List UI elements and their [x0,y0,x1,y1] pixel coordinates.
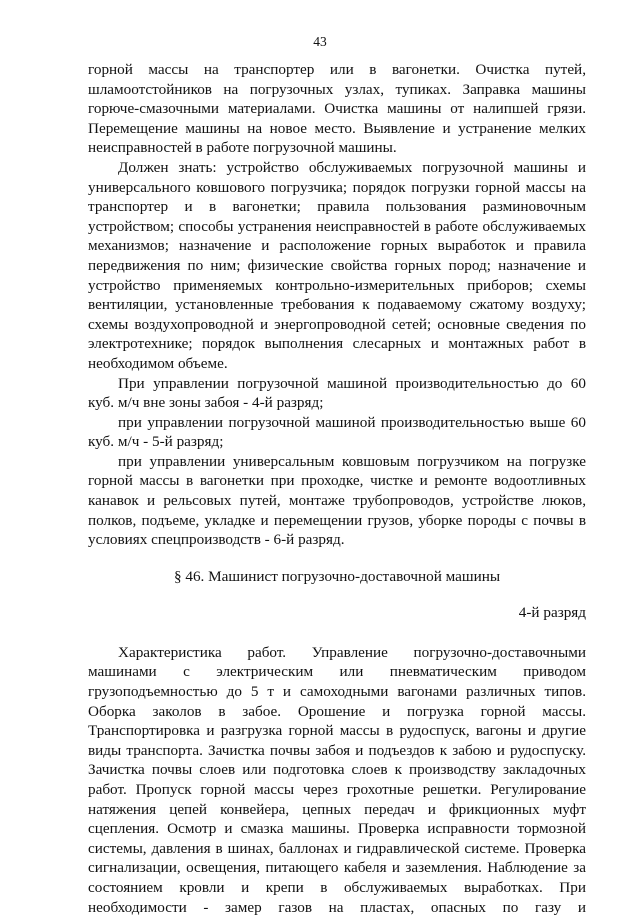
section-grade: 4-й разряд [518,603,586,621]
document-body [88,60,586,917]
paragraph-grade-4: При управлении погрузочной машиной производительностью до 60 куб. м/ч вне зоны забоя - 4-й разряд; [88,374,586,412]
paragraph-continuation: горной массы на транспортер или в вагонетки. Очистка путей, шламоотстойников на погрузочных узлах, тупиках. Заправка машины горюче-смазочными материалами. Очистка машины от налипшей грязи. Перемещение машины на новое место. Выявление и устранение мелких неисправностей в работе погрузочной машины. [88,61,586,157]
paragraph-grade-5: при управлении погрузочной машиной производительностью выше 60 куб. м/ч - 5-й разряд; [88,413,586,451]
section-title: § 46. Машинист погрузочно-доставочной машины [173,567,501,585]
paragraph-work-characteristic: Характеристика работ. Управление погрузочно-доставочными машинами с электрическим или пневматическим приводом грузоподъемностью до 5 т и самоходными вагонами различных типов. Оборка заколов в забое. Орошение и погрузка горной массы. Транспортировка и разгрузка горной массы в рудоспуск, вагоны и другие виды транспорта. Зачистка почвы забоя и подъездов к забою и рудоспуску. Зачистка почвы слоев или подготовка слоев к производству закладочных работ. Пропуск горной массы через грохотные решетки. Регулирование натяжения цепей конвейера, цепных передач и фрикционных муфт сцепления. Осмотр и смазка машины. Проверка исправности тормозной системы, давления в шинах, баллонах и гидравлической системе. Проверка сигнализации, освещения, питающего кабеля и заземления. Наблюдение за состоянием кровли и крепи в обслуживаемых выработках. При необходимости - замер газов на пластах, опасных по газу и [88,643,586,916]
page-number: 43 [313,34,327,49]
paragraph-must-know: Должен знать: устройство обслуживаемых погрузочной машины и универсального ковшового погрузчика; порядок погрузки горной массы на транспортер и в вагонетки; правила пользования разминовочным устройством; способы устранения неисправностей в работе обслуживаемых механизмов; назначение и расположение горных выработок и правила передвижения по ним; физические свойства горных пород; назначение и устройство применяемых контрольно-измерительных приборов; схемы вентиляции, установленные требования к подаваемому сжатому воздуху; схемы воздухопроводной и энергопроводной сетей; основные сведения по электротехнике; порядок выполнения слесарных и монтажных работ в необходимом объеме. [88,158,586,372]
paragraph-grade-6: при управлении универсальным ковшовым погрузчиком на погрузке горной массы в вагонетки при проходке, чистке и ремонте водоотливных канавок и рельсовых путей, монтаже трубопроводов, устройстве люков, полков, подъеме, укладке и перемещении грузов, уборке породы с почвы в условиях спецпроизводств - 6-й разряд. [88,452,586,549]
